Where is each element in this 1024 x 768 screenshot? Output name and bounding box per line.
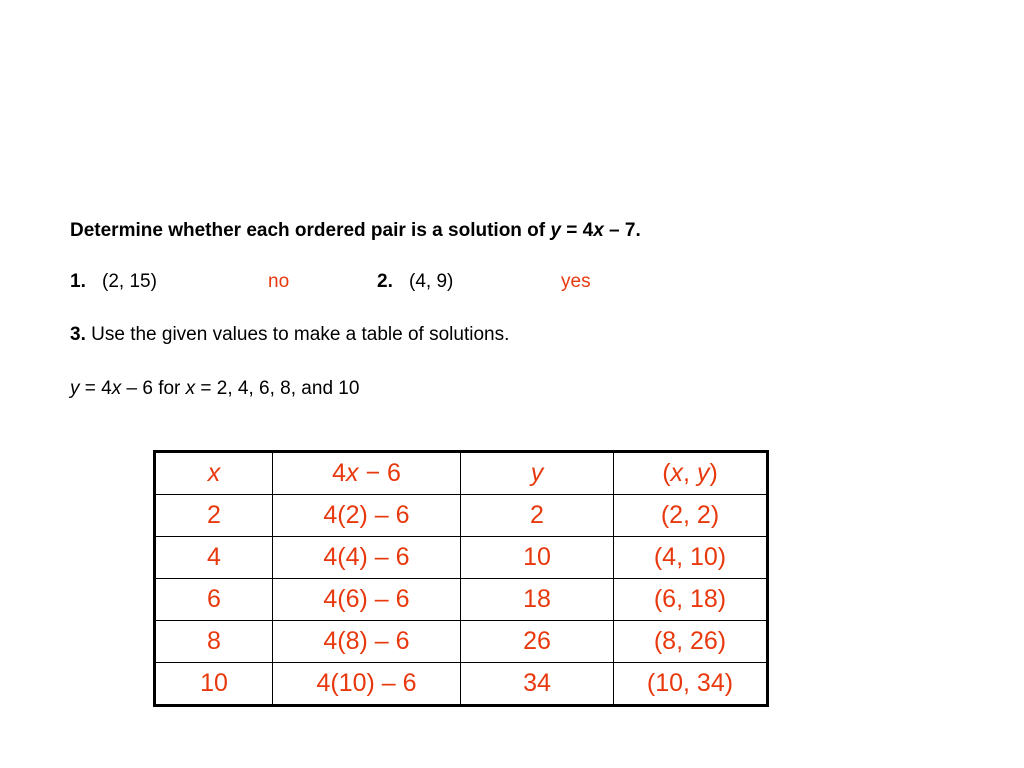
cell-y: 2: [461, 495, 614, 537]
title-var-x: x: [593, 220, 604, 241]
title-suffix: – 7.: [603, 220, 641, 241]
table-row: [155, 537, 768, 579]
cell-pair: (6, 18): [614, 579, 768, 621]
header-pair-x: x: [670, 459, 684, 487]
eq-var-x-2: x: [185, 378, 196, 399]
header-expr-coef: 4: [332, 459, 346, 487]
question-3-text: Use the given values to make a table of solutions.: [91, 324, 510, 345]
header-pair-y: y: [696, 459, 710, 487]
question-2-answer: yes: [561, 271, 591, 292]
header-pair-open: (: [662, 459, 671, 487]
problem-title: [70, 221, 641, 240]
eq-var-x: x: [111, 378, 122, 399]
cell-pair: (8, 26): [614, 621, 768, 663]
cell-y: 34: [461, 663, 614, 706]
header-y-text: y: [530, 459, 544, 487]
table-row: [155, 579, 768, 621]
header-expression: [273, 452, 461, 495]
cell-expression: 4(6) – 6: [273, 579, 461, 621]
cell-y: 10: [461, 537, 614, 579]
cell-pair: (4, 10): [614, 537, 768, 579]
question-1-number: 1.: [70, 271, 86, 292]
cell-pair: (2, 2): [614, 495, 768, 537]
cell-x: 2: [155, 495, 273, 537]
table-row: [155, 495, 768, 537]
cell-x: 6: [155, 579, 273, 621]
question-1-answer: no: [268, 271, 290, 292]
cell-x: 8: [155, 621, 273, 663]
header-pair: [614, 452, 768, 495]
question-1-pair: (2, 15): [102, 271, 157, 292]
header-x-text: x: [207, 459, 221, 487]
cell-expression: 4(2) – 6: [273, 495, 461, 537]
header-y: [461, 452, 614, 495]
table-header-row: [155, 452, 768, 495]
cell-expression: 4(10) – 6: [273, 663, 461, 706]
cell-pair: (10, 34): [614, 663, 768, 706]
eq-part-3: = 2, 4, 6, 8, and 10: [195, 378, 360, 399]
equation-line: [70, 379, 359, 398]
header-pair-close: ): [709, 459, 718, 487]
question-2-pair: (4, 9): [409, 271, 454, 292]
header-expr-rest: − 6: [358, 459, 401, 487]
cell-x: 10: [155, 663, 273, 706]
header-x: [155, 452, 273, 495]
cell-y: 18: [461, 579, 614, 621]
header-pair-comma: ,: [683, 459, 697, 487]
cell-expression: 4(8) – 6: [273, 621, 461, 663]
cell-expression: 4(4) – 6: [273, 537, 461, 579]
table-row: [155, 621, 768, 663]
title-text: Determine whether each ordered pair is a solution of: [70, 220, 551, 241]
question-3: [70, 325, 509, 344]
eq-part-2: – 6 for: [121, 378, 186, 399]
question-2-number: 2.: [377, 271, 393, 292]
eq-var-y: y: [70, 378, 80, 399]
header-expr-var: x: [346, 459, 359, 487]
eq-part-1: = 4: [79, 378, 112, 399]
solutions-table: [153, 450, 769, 707]
question-3-number: 3.: [70, 324, 86, 345]
title-var-y: y: [550, 220, 561, 241]
table-row: [155, 663, 768, 706]
cell-x: 4: [155, 537, 273, 579]
cell-y: 26: [461, 621, 614, 663]
title-eq: = 4: [560, 220, 594, 241]
